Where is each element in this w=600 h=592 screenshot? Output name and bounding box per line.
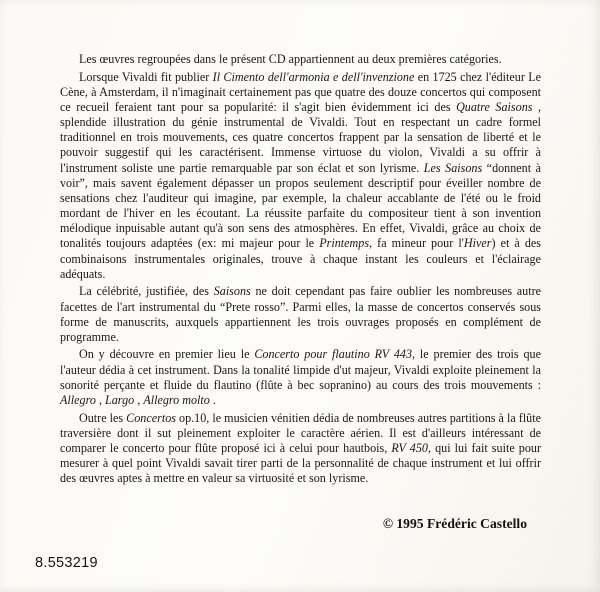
italic-work-title: Quatre Saisons <box>456 99 533 114</box>
italic-work-title: Concerto pour flautino RV 443 <box>254 347 413 362</box>
body-text-run: , <box>95 392 106 407</box>
liner-notes-text <box>60 52 541 489</box>
body-text-run: Outre les <box>79 410 127 425</box>
paragraph-5 <box>60 411 541 487</box>
italic-work-title: Allegro <box>60 392 96 407</box>
body-text-run: en 1725 chez l'éditeur Le Cène, à Amsterdam, il n'imaginait certainement pas que quatre des douze concertos qui composent ce recueil feraient tant pour sa popularité: il s'agit bien évidemment ici des <box>60 69 541 114</box>
body-text-run: , le premier des trois que l'auteur dédia à cet instrument. Dans la tonalité limpide d'ut majeur, Vivaldi exploite pleinement la sonorité perçante et fluide du flautino (flûte à bec sopranino) au cours des trois mouvements : <box>60 347 541 392</box>
body-text-run: , qui lui fait suite pour mesurer à quel point Vivaldi savait tirer parti de la personnalité de chaque instrument et lui offrir des œuvres aptes à mettre en valeur sa virtuosité et son lyrisme. <box>60 440 541 486</box>
italic-work-title: Hiver <box>463 236 492 251</box>
body-text-run: , <box>134 392 144 407</box>
body-text-run: Lorsque Vivaldi fit publier <box>79 69 213 84</box>
body-text-run: On y découvre en premier lieu le <box>79 347 255 362</box>
catalog-number: 8.553219 <box>35 555 98 571</box>
italic-work-title: Il Cimento dell'armonia e dell'invenzione <box>212 69 415 84</box>
paragraph-3 <box>60 284 541 345</box>
paragraph-1 <box>60 52 541 67</box>
paragraph-2 <box>60 70 541 282</box>
italic-work-title: Concertos <box>126 410 176 425</box>
body-text-run: La célébrité, justifiée, des <box>79 284 214 299</box>
italic-work-title: RV 450 <box>391 440 428 455</box>
body-text-run: , fa mineur pour l' <box>369 236 464 251</box>
body-text-run: ne doit cependant pas faire oublier les nombreuses autre facettes de l'art instrumental du “Prete rosso”. Parmi elles, la masse de concertos conservés sous forme de manuscrits, auxquels appartiennent les trois ouvrages proposés en complément de programme. <box>60 284 541 344</box>
body-text-run: Les œuvres regroupées dans le présent CD appartiennent au deux premières catégories. <box>79 52 502 66</box>
italic-work-title: Les Saisons <box>423 160 483 175</box>
italic-work-title: Printemps <box>319 236 370 251</box>
body-text-run: ) et à des combinaisons instrumentales originales, trouve à chaque instant les couleurs et l'éclairage adéquats. <box>60 236 541 281</box>
body-text-run: . <box>209 392 216 407</box>
italic-work-title: Allegro molto <box>143 392 210 407</box>
italic-work-title: Largo <box>105 392 135 407</box>
copyright-credit: © 1995 Frédéric Castello <box>382 516 527 531</box>
paragraph-4 <box>60 347 541 408</box>
body-text-run: “donnent à voir”, mais savent également dépasser un propos seulement descriptif pour éveiller nombre de sensations chez l'auditeur qui imagine, par exemple, la chaleur accablante de l'été ou le froid mordant de l'hiver en les écoutant. La réussite parfaite du compositeur tient à son invention mélodique inpuisable autant qu'à son sens des atmosphères. En effet, Vivaldi, grâce au choix de tonalités toujours adaptées (ex: mi majeur pour le <box>60 160 541 251</box>
body-text-run: op.10, le musicien vénitien dédia de nombreuses autres partitions à la flûte traversière dont il sut pleinement exploiter le caractère aérien. Il est d'ailleurs intéressant de comparer le concerto pour flûte proposé ici à celui pour hautbois, <box>60 410 541 455</box>
body-text-run: , splendide illustration du génie instrumental de Vivaldi. Tout en respectant un cadre formel traditionnel en trois mouvements, ces quatre concertos frappent par la sensation de liberté et le pouvoir suggestif qui les caractérisent. Immense virtuose du violon, Vivaldi a su offrir à l'instrument soliste une partie remarquable par son éclat et son lyrisme. <box>60 99 542 175</box>
italic-work-title: Saisons <box>213 284 251 299</box>
